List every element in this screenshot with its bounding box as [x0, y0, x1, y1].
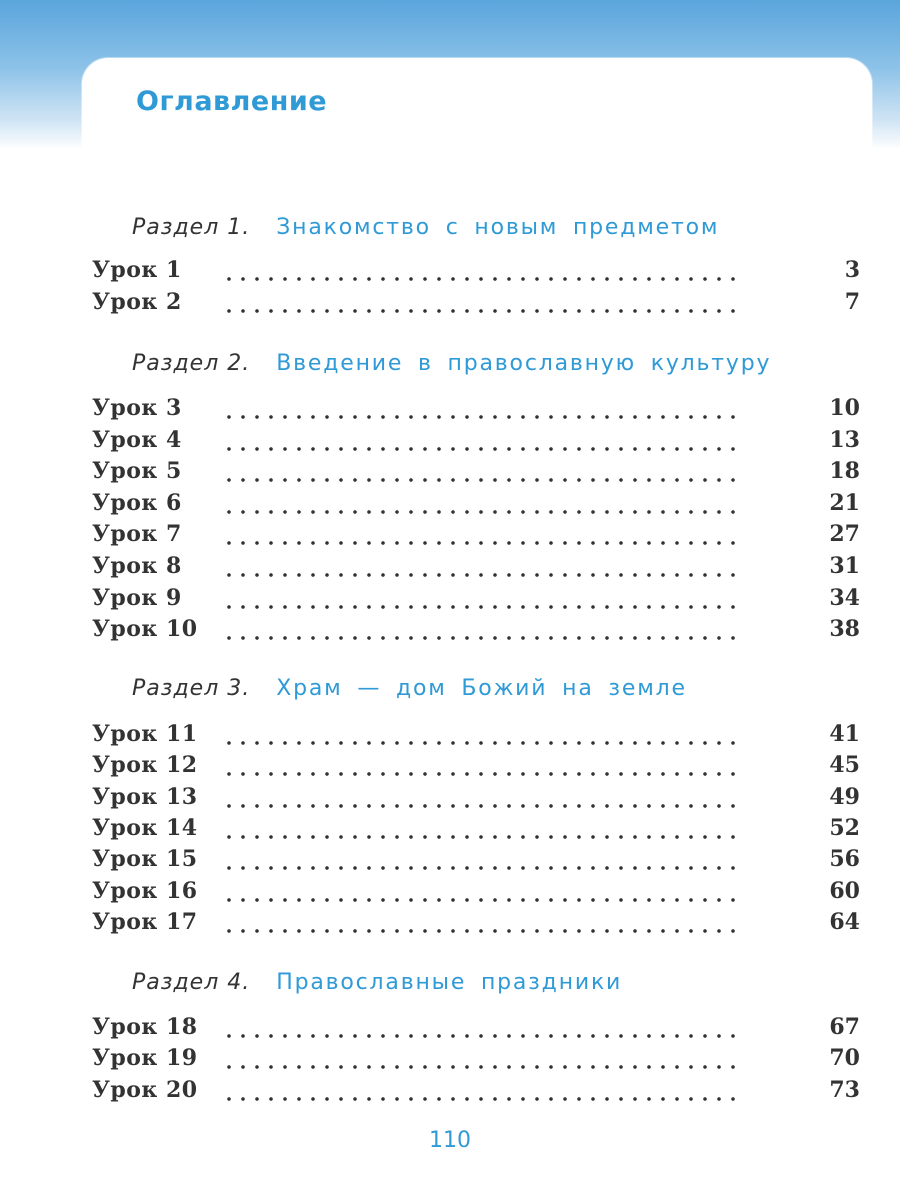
section-label: Раздел 2. — [132, 351, 251, 376]
page-number: 70 — [829, 1045, 860, 1071]
lesson-label: Урок 5 — [92, 458, 182, 484]
page-number: 49 — [829, 784, 860, 810]
dot-leader — [222, 541, 740, 545]
lesson-label: Урок 7 — [92, 521, 182, 547]
lesson-label: Урок 2 — [92, 289, 182, 315]
lesson-label: Урок 14 — [92, 815, 198, 841]
lesson-label: Урок 1 — [92, 257, 182, 283]
section-label: Раздел 3. — [132, 676, 251, 701]
toc-row[interactable] — [92, 395, 860, 427]
toc-row[interactable] — [92, 721, 860, 753]
dot-leader — [222, 772, 740, 776]
lesson-label: Урок 6 — [92, 490, 182, 516]
page-number: 13 — [829, 427, 860, 453]
page-number: 34 — [829, 585, 860, 611]
lesson-label: Урок 8 — [92, 553, 182, 579]
section-name[interactable]: Православные праздники — [276, 970, 623, 995]
dot-leader — [222, 478, 740, 482]
toc-row[interactable] — [92, 909, 860, 941]
dot-leader — [222, 835, 740, 839]
page-number: 56 — [829, 846, 860, 872]
dot-leader — [222, 1065, 740, 1069]
page-number: 18 — [829, 458, 860, 484]
toc-row[interactable] — [92, 1045, 860, 1077]
dot-leader — [222, 447, 740, 451]
lesson-label: Урок 12 — [92, 752, 198, 778]
toc-row[interactable] — [92, 616, 860, 648]
dot-leader — [222, 1034, 740, 1038]
lesson-label: Урок 20 — [92, 1077, 198, 1103]
toc-row[interactable] — [92, 490, 860, 522]
toc-row[interactable] — [92, 585, 860, 617]
toc-row[interactable] — [92, 1077, 860, 1109]
dot-leader — [222, 605, 740, 609]
dot-leader — [222, 866, 740, 870]
lesson-label: Урок 15 — [92, 846, 198, 872]
toc-row[interactable] — [92, 289, 860, 321]
dot-leader — [222, 1097, 740, 1101]
dot-leader — [222, 415, 740, 419]
page-number: 31 — [829, 553, 860, 579]
dot-leader — [222, 741, 740, 745]
section-label: Раздел 1. — [132, 215, 251, 240]
dot-leader — [222, 929, 740, 933]
section-name[interactable]: Знакомство с новым предметом — [276, 215, 720, 240]
lesson-label: Урок 11 — [92, 721, 198, 747]
page-number: 73 — [829, 1077, 860, 1103]
section-label: Раздел 4. — [132, 970, 251, 995]
page-number: 3 — [844, 257, 860, 283]
lesson-label: Урок 17 — [92, 909, 198, 935]
dot-leader — [222, 636, 740, 640]
toc-row[interactable] — [92, 521, 860, 553]
section-heading — [132, 970, 622, 1004]
lesson-label: Урок 13 — [92, 784, 198, 810]
section-name[interactable]: Введение в православную культуру — [276, 351, 772, 376]
page-number: 7 — [844, 289, 860, 315]
lesson-label: Урок 10 — [92, 616, 198, 642]
page-number: 27 — [829, 521, 860, 547]
toc-row[interactable] — [92, 846, 860, 878]
lesson-label: Урок 9 — [92, 585, 182, 611]
toc-row[interactable] — [92, 878, 860, 910]
page-number: 67 — [829, 1014, 860, 1040]
page-number: 10 — [829, 395, 860, 421]
dot-leader — [222, 898, 740, 902]
page-number: 52 — [829, 815, 860, 841]
section-name[interactable]: Храм — дом Божий на земле — [276, 676, 687, 701]
dot-leader — [222, 277, 740, 281]
page-number-footer: 110 — [429, 1128, 471, 1153]
page-number: 41 — [829, 721, 860, 747]
toc-row[interactable] — [92, 427, 860, 459]
toc-row[interactable] — [92, 257, 860, 289]
lesson-label: Урок 3 — [92, 395, 182, 421]
section-heading — [132, 215, 719, 249]
section-heading — [132, 676, 687, 710]
toc-row[interactable] — [92, 458, 860, 490]
page-title: Оглавление — [136, 86, 328, 117]
page-number: 60 — [829, 878, 860, 904]
dot-leader — [222, 804, 740, 808]
toc-row[interactable] — [92, 553, 860, 585]
lesson-label: Урок 18 — [92, 1014, 198, 1040]
page-number: 38 — [829, 616, 860, 642]
toc-row[interactable] — [92, 752, 860, 784]
dot-leader — [222, 510, 740, 514]
dot-leader — [222, 573, 740, 577]
lesson-label: Урок 16 — [92, 878, 198, 904]
toc-row[interactable] — [92, 815, 860, 847]
lesson-label: Урок 19 — [92, 1045, 198, 1071]
toc-row[interactable] — [92, 1014, 860, 1046]
section-heading — [132, 351, 771, 385]
page-number: 64 — [829, 909, 860, 935]
dot-leader — [222, 309, 740, 313]
lesson-label: Урок 4 — [92, 427, 182, 453]
page-number: 45 — [829, 752, 860, 778]
page-number: 21 — [829, 490, 860, 516]
toc-row[interactable] — [92, 784, 860, 816]
